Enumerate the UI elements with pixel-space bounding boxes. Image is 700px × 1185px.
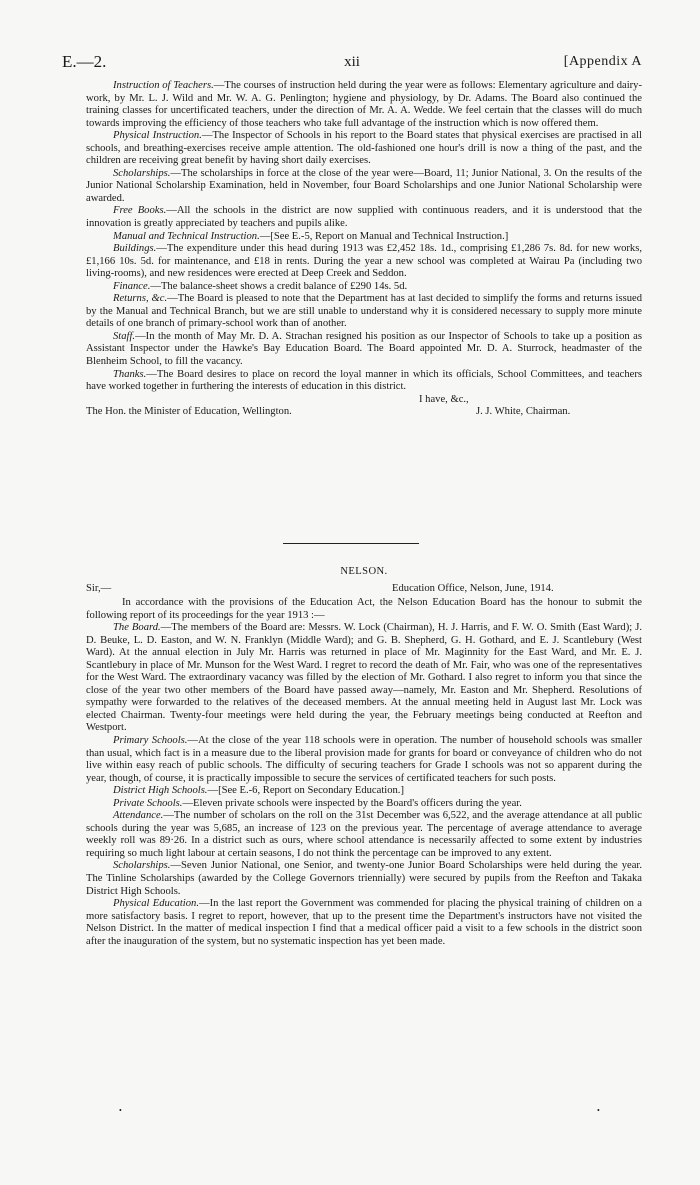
paragraph-body: —The courses of instruction held during the year were as follows: Elementary agriculture and dairy-work, by Mr. L. J. Wild and Mr. W. A. G. Penlington; hygiene and physiology, by Dr. Adams. The Board also continued the training classes for uncertificated teachers, under the direction of Mr. A. A. Wedde. We feel certain that the classes will do much towards improving the efficiency of those teachers who take full advantage of the instruction which is now offered them.: [86, 80, 642, 129]
paragraph-body: —The balance-sheet shows a credit balance of £290 14s. 5d.: [150, 280, 408, 292]
salutation: Sir,—: [86, 583, 112, 594]
paragraph-district-high-schools: [86, 785, 642, 798]
paragraph-body: —The scholarships in force at the close of the year were—Board, 11; Junior National, 3. On the results of the Junior National Scholarship Examination, held in November, four Board Scholarships and one Junior National Scholarship were awarded.: [86, 167, 642, 204]
paragraph-instruction-of-teachers: [86, 80, 642, 130]
paragraph-thanks: [86, 369, 642, 394]
paragraph-primary-schools: [86, 735, 642, 785]
paragraph-heading: Finance.: [113, 280, 151, 292]
office-and-date: Education Office, Nelson, June, 1914.: [392, 583, 554, 594]
paragraph-free-books: [86, 205, 642, 230]
paragraph-body: —In the month of May Mr. D. A. Strachan resigned his position as our Inspector of Schools to take up a position as Assistant Inspector under the Hawke's Bay Education Board. The Board appointed Mr. D. A. Sturrock, headmaster of the Blenheim School, to fill the vacancy.: [86, 330, 642, 368]
nelson-report: [86, 597, 642, 948]
paragraph-body: —[See E.-6, Report on Secondary Education.]: [207, 785, 404, 797]
paragraph-physical-education: [86, 898, 642, 948]
paragraph-heading: Primary Schools.: [113, 735, 188, 747]
paragraph-heading: Returns, &c.: [113, 293, 168, 305]
paragraph-heading: Free Books.: [113, 205, 167, 217]
signature-line: [86, 406, 642, 419]
paragraph-physical-instruction: [86, 130, 642, 168]
paragraph-body: —The number of scholars on the roll on the 31st December was 6,522, and the average attendance at all public schools during the year was 5,685, an increase of 123 on the previous year. The percentage of average attendance to average weekly roll was 89·26. In a district such as ours, where school attendance is necessarily affected to some extent by industries requiring so much light labour at certain seasons, I do not think the percentage can be improved to any extent.: [86, 810, 642, 859]
paragraph-manual-technical: [86, 231, 642, 244]
paragraph-body: —The Board is pleased to note that the Department has at last decided to simplify the forms and returns issued by the Manual and Technical Branch, but we are still unable to understand why it is considered necessary to supply more minute details of one branch of primary-school work than of another.: [86, 293, 642, 330]
canterbury-report-continued: [86, 80, 642, 419]
paragraph-finance: [86, 281, 642, 294]
paragraph-body: —[See E.-5, Report on Manual and Technical Instruction.]: [259, 230, 509, 242]
paragraph-body: —In the last report the Government was commended for placing the physical training of children on a more satisfactory basis. I regret to report, however, that up to the present time the Department's instructors have not visited the Nelson District. In the matter of medical inspection I find that a medical officer paid a visit to a few schools in the district soon after the inauguration of the system, but no systematic inspection has yet been made.: [86, 898, 642, 947]
paragraph-buildings: [86, 243, 642, 281]
appendix-label: [Appendix A: [563, 54, 642, 69]
paragraph-heading: Staff.: [113, 330, 136, 342]
paragraph-heading: Buildings.: [113, 243, 157, 255]
page-numeral: xii: [344, 54, 360, 70]
paragraph-heading: Scholarships.: [113, 167, 171, 179]
paragraph-body: —The Board desires to place on record the loyal manner in which its officials, School Committees, and teachers have worked together in furthering the interests of education in this district.: [86, 368, 642, 393]
paragraph-heading: Scholarships.: [113, 860, 171, 872]
paragraph-body: —The expenditure under this head during 1913 was £2,452 18s. 1d., comprising £1,286 7s. 8d. for new works, £1,166 10s. 5d. for maintenance, and £18 in rents. During the year a new school was completed at Wairau Pa (including two living-rooms), and new residences were erected at Deep Creek and Seddon.: [86, 243, 642, 280]
document-reference: E.—2.: [62, 52, 107, 71]
paragraph-heading: Physical Instruction.: [113, 130, 202, 142]
paragraph-body: —All the schools in the district are now supplied with continuous readers, and it is understood that the innovation is greatly appreciated by teachers and pupils alike.: [86, 205, 642, 230]
paragraph-body: —Seven Junior National, one Senior, and twenty-one Junior Board Scholarships were held during the year. The Tinline Scholarships (awarded by the College Governors triennially) were secured by pupils from the Reefton and Takaka District High Schools.: [86, 860, 642, 897]
print-speck: •: [597, 1106, 600, 1115]
paragraph-body: —The members of the Board are: Messrs. W. Lock (Chairman), H. J. Harris, and F. W. O. Smith (East Ward); J. D. Beuke, L. D. Easton, and W. N. Franklyn (Middle Ward); and G. B. Shepherd, G. H. Gothard, and E. J. Scantlebury (West Ward). At the annual election in July Mr. Harris was returned in place of Mr. Maginnity for the East Ward, and Mr. E. J. Scantlebury in place of Mr. Munson for the West Ward. I regret to record the death of Mr. Fair, who was one of the representatives for the West Ward. The extraordinary vacancy was filled by the election of Mr. Gothard. I also regret to inform you that since the close of the year two other members of the Board have passed away—namely, Mr. Easton and Mr. Shepherd. Resolutions of sympathy were forwarded to the relatives of the deceased members. At the annual meeting held in August last Mr. Lock was elected Chairman. Twenty-four meetings were held during the year, the February meetings being conducted at Reefton and Westport.: [86, 622, 643, 734]
paragraph-heading: Thanks.: [113, 368, 147, 380]
paragraph-body: —The Inspector of Schools in his report to the Board states that physical exercises are practised in all schools, and breathing-exercises receive ample attention. The old-fashioned one hour's drill is now a thing of the past, and the children are receiving great benefit by having short daily exercises.: [86, 130, 642, 167]
paragraph-heading: Attendance.: [113, 810, 164, 822]
paragraph-attendance: [86, 810, 642, 860]
paragraph-intro: In accordance with the provisions of the Education Act, the Nelson Education Board has the honour to submit the following report of its proceedings for the year 1913 :—: [86, 597, 642, 621]
paragraph-private-schools: [86, 798, 642, 811]
paragraph-body: —At the close of the year 118 schools were in operation. The number of household schools was smaller than usual, which fact is in a measure due to the liberal provision made for grants for board or conveyance of children who do not live within easy reach of public schools. The difficulty of securing teachers for Grade I schools was not so apparent during the year, though, of course, it is practically impossible to secure the services of certificated teachers for such posts.: [86, 735, 643, 784]
addressee: The Hon. the Minister of Education, Wellington.: [86, 406, 292, 418]
section-divider: [283, 543, 419, 544]
paragraph-heading: District High Schools.: [113, 785, 208, 797]
closing-line: [86, 394, 642, 407]
paragraph-heading: Physical Education.: [113, 898, 199, 910]
paragraph-heading: Instruction of Teachers.: [113, 80, 214, 91]
paragraph-staff: [86, 331, 642, 369]
paragraph-heading: Private Schools.: [113, 797, 183, 809]
paragraph-returns: [86, 293, 642, 331]
paragraph-heading: The Board.: [113, 622, 161, 634]
print-speck: •: [119, 1106, 122, 1115]
page-header: [62, 52, 642, 72]
paragraph-heading: Manual and Technical Instruction.: [113, 230, 260, 242]
section-title: NELSON.: [340, 566, 388, 577]
signature: J. J. White, Chairman.: [476, 406, 571, 418]
paragraph-body: —Eleven private schools were inspected by the Board's officers during the year.: [182, 797, 522, 809]
paragraph-scholarships: [86, 168, 642, 206]
salutation-line: [86, 583, 642, 596]
paragraph-the-board: [86, 622, 642, 735]
closing-formula: I have, &c.,: [419, 393, 469, 405]
paragraph-scholarships: [86, 860, 642, 898]
